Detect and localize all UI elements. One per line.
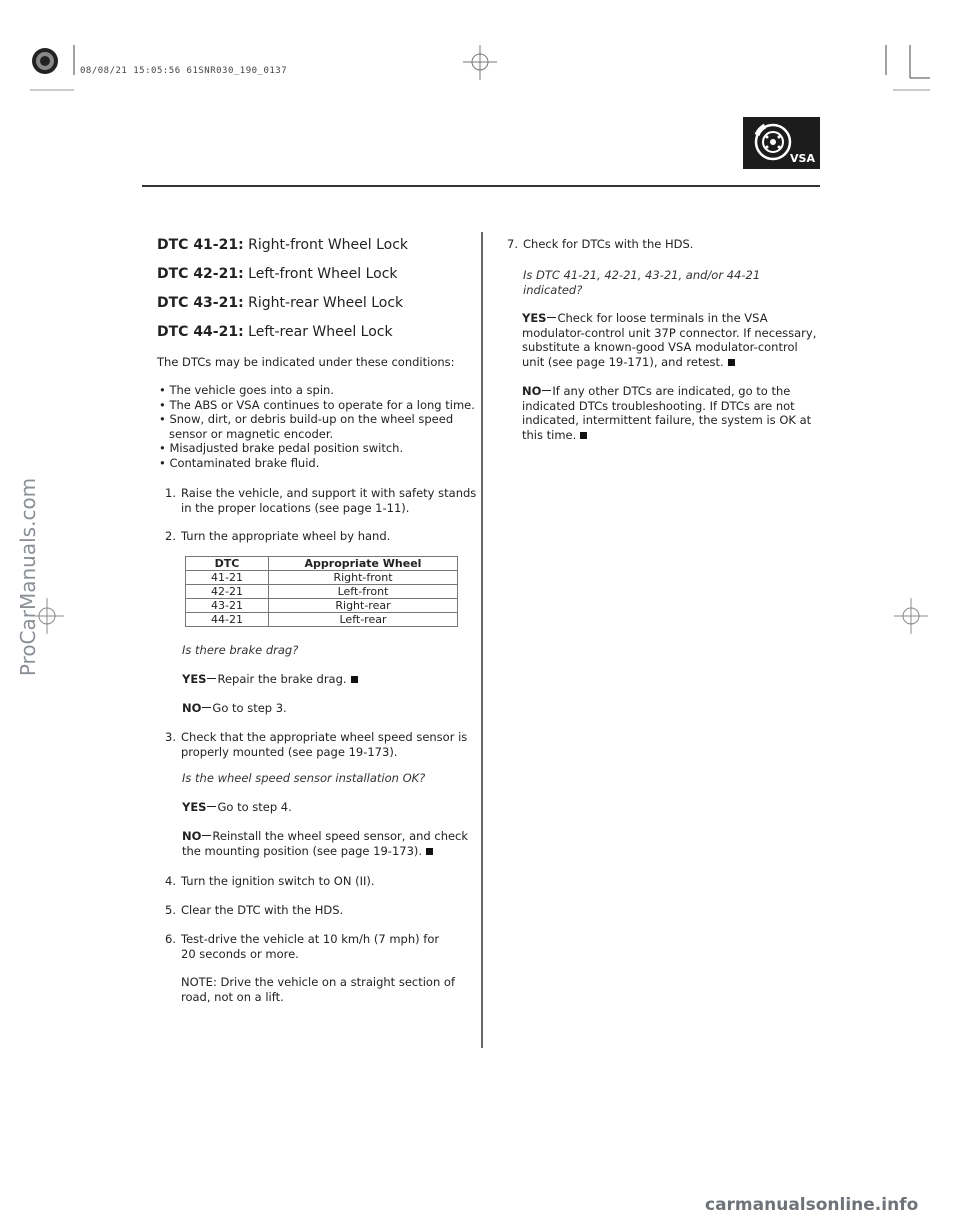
dtc-heading xyxy=(157,266,398,282)
vsa-badge-label: VSA xyxy=(790,152,815,165)
step-5: 5. Clear the DTC with the HDS. xyxy=(165,903,344,917)
dtc-wheel-table xyxy=(185,556,458,627)
table-row: 44-21 Left-rear xyxy=(186,613,458,627)
dtc-code: DTC 41-21: xyxy=(157,237,244,253)
column-header: DTC xyxy=(186,557,269,571)
table-row: 41-21 Right-front xyxy=(186,571,458,585)
dtc-code: DTC 43-21: xyxy=(157,295,244,311)
table-row: 43-21 Right-rear xyxy=(186,599,458,613)
end-square-icon xyxy=(728,359,735,366)
dtc-code: DTC 42-21: xyxy=(157,266,244,282)
conditions-list xyxy=(159,383,475,470)
side-watermark: ProCarManuals.com xyxy=(16,477,40,677)
dtc-heading xyxy=(157,237,408,253)
end-square-icon xyxy=(351,676,358,683)
list-item: • Misadjusted brake pedal position switch. xyxy=(159,441,404,455)
question-dtc-indicated: Is DTC 41-21, 42-21, 43-21, and/or 44-21 indicated? xyxy=(523,268,761,297)
dtc-heading xyxy=(157,295,403,311)
table-row: 42-21 Left-front xyxy=(186,585,458,599)
list-item: • The ABS or VSA continues to operate for a long time. xyxy=(159,397,475,412)
dtc-title: Right-rear Wheel Lock xyxy=(248,295,404,311)
dtc-heading xyxy=(157,324,393,340)
step-3: 3. Check that the appropriate wheel speed sensor is properly mounted (see page 19-173). xyxy=(165,730,468,759)
dtc-title: Left-front Wheel Lock xyxy=(248,266,398,282)
answer-no: NO Reinstall the wheel speed sensor, and check the mounting position (see page 19-173). xyxy=(182,829,469,858)
column-header: Appropriate Wheel xyxy=(269,557,458,571)
answer-no: NO If any other DTCs are indicated, go to the indicated DTCs troubleshooting. If DTCs are not indicated, intermittent failure, the system is OK at this time. xyxy=(522,384,812,442)
question-brake-drag: Is there brake drag? xyxy=(182,643,299,657)
bottom-watermark: carmanualsonline.info xyxy=(705,1195,919,1215)
table-header-row xyxy=(186,557,458,571)
list-item: • Contaminated brake fluid. xyxy=(159,455,320,470)
list-item: sensor or magnetic encoder. xyxy=(169,426,334,441)
answer-yes: YES Check for loose terminals in the VSA modulator-control unit 37P connector. If necessary, substitute a known-good VSA modulator-control unit (see page 19-171), and retest. xyxy=(522,311,817,369)
answer-yes: YES Go to step 4. xyxy=(182,800,292,814)
step-2: 2. Turn the appropriate wheel by hand. xyxy=(165,529,391,543)
step-6: 6. Test-drive the vehicle at 10 km/h (7 mph) for 20 seconds or more. xyxy=(165,932,440,961)
answer-no: NO Go to step 3. xyxy=(182,701,287,715)
end-square-icon xyxy=(426,848,433,855)
intro-text: The DTCs may be indicated under these conditions: xyxy=(157,355,455,369)
dtc-code: DTC 44-21: xyxy=(157,324,244,340)
vsa-badge xyxy=(743,117,820,169)
print-timestamp: 08/08/21 15:05:56 61SNR030_190_0137 xyxy=(80,66,288,76)
dtc-title: Left-rear Wheel Lock xyxy=(248,324,393,340)
step-7: 7. Check for DTCs with the HDS. xyxy=(507,237,694,251)
step-1: 1. Raise the vehicle, and support it with safety stands in the proper locations (see page 1-11). xyxy=(165,486,477,515)
dtc-title: Right-front Wheel Lock xyxy=(248,237,409,253)
list-item: • The vehicle goes into a spin. xyxy=(159,383,334,397)
note: NOTE: Drive the vehicle on a straight section of road, not on a lift. xyxy=(181,975,455,1004)
answer-yes: YES Repair the brake drag. xyxy=(182,672,358,687)
question-sensor-installation: Is the wheel speed sensor installation OK? xyxy=(182,771,426,785)
end-square-icon xyxy=(580,432,587,439)
step-4: 4. Turn the ignition switch to ON (II). xyxy=(165,874,375,888)
list-item: • Snow, dirt, or debris build-up on the wheel speed xyxy=(159,412,454,426)
